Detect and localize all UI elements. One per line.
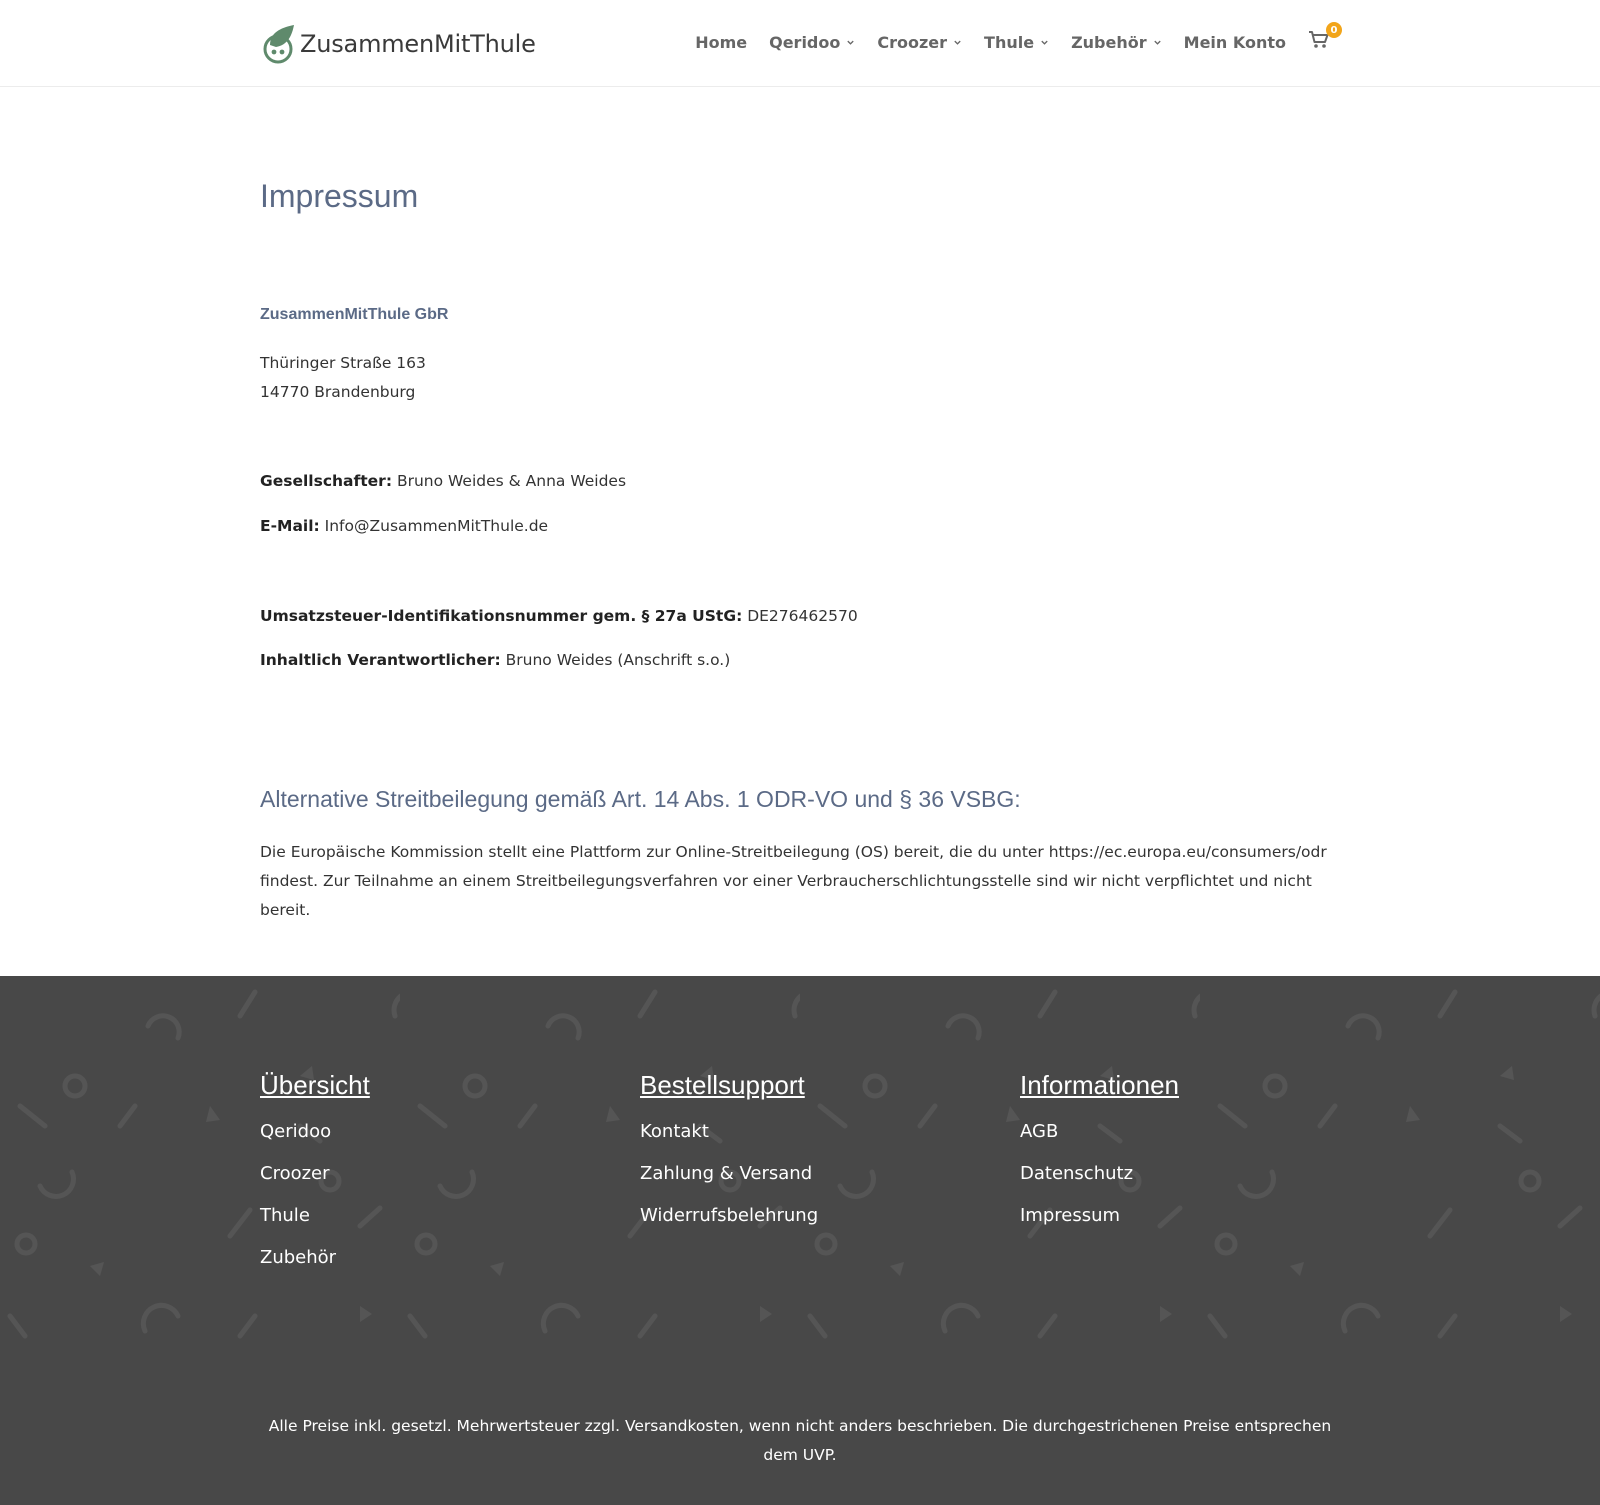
footer-link-croozer[interactable]: Croozer [260, 1163, 330, 1184]
chevron-down-icon [953, 38, 962, 47]
email-row [260, 512, 548, 541]
main-nav [673, 24, 1338, 54]
footer-price-note: Alle Preise inkl. gesetzl. Mehrwertsteuer zzgl. Versandkosten, wenn nicht anders beschrieben. Die durchgestrichenen Preise entsprechen dem UVP. [268, 1417, 1332, 1464]
responsible-row [260, 646, 730, 675]
cart-button[interactable] [1308, 24, 1338, 54]
nav-item-mein-konto[interactable] [1184, 33, 1286, 52]
company-name: ZusammenMitThule GbR [260, 306, 449, 323]
email-value[interactable]: Info@ZusammenMitThule.de [319, 517, 549, 535]
responsible-label: Inhaltlich Verantwortlicher: [260, 651, 501, 669]
logo-text: ZusammenMitThule [300, 30, 536, 58]
site-footer [0, 976, 1600, 1505]
address-line-2: 14770 Brandenburg [260, 383, 416, 401]
email-label: E-Mail: [260, 517, 320, 535]
footer-link-zahlung-versand[interactable]: Zahlung & Versand [640, 1163, 813, 1184]
footer-title-information[interactable]: Informationen [1020, 1070, 1179, 1100]
footer-column-information [1020, 1070, 1380, 1247]
nav-item-label: Home [695, 32, 748, 52]
footer-link-thule[interactable]: Thule [260, 1205, 310, 1226]
odr-heading: Alternative Streitbeilegung gemäß Art. 14 Abs. 1 ODR-VO und § 36 VSBG: [260, 786, 1021, 812]
footer-link-kontakt[interactable]: Kontakt [640, 1121, 709, 1142]
address-line-1: Thüringer Straße 163 [260, 354, 426, 372]
chevron-down-icon [1153, 38, 1162, 47]
chevron-down-icon [1040, 38, 1049, 47]
nav-item-qeridoo[interactable] [769, 33, 855, 52]
footer-column-overview [260, 1070, 620, 1289]
nav-item-label: Qeridoo [769, 32, 841, 52]
partners-value: Bruno Weides & Anna Weides [392, 472, 627, 490]
chevron-down-icon [846, 38, 855, 47]
footer-link-qeridoo[interactable]: Qeridoo [260, 1121, 332, 1142]
footer-column-support [640, 1070, 1000, 1247]
nav-item-label: Thule [984, 32, 1035, 52]
nav-item-croozer[interactable] [877, 33, 962, 52]
partners-row [260, 467, 626, 496]
partners-label: Gesellschafter: [260, 472, 393, 490]
cart-count-badge: 0 [1326, 22, 1342, 38]
footer-link-datenschutz[interactable]: Datenschutz [1020, 1163, 1134, 1184]
footer-link-agb[interactable]: AGB [1020, 1121, 1059, 1142]
nav-item-label: Mein Konto [1183, 32, 1286, 52]
nav-item-home[interactable] [695, 33, 747, 52]
nav-item-label: Croozer [877, 32, 948, 52]
vat-value: DE276462570 [742, 607, 858, 625]
site-header [0, 0, 1600, 87]
footer-link-impressum[interactable]: Impressum [1020, 1205, 1121, 1226]
footer-title-support[interactable]: Bestellsupport [640, 1070, 805, 1100]
footer-link-zubehoer[interactable]: Zubehör [260, 1247, 337, 1268]
nav-item-zubehoer[interactable] [1071, 33, 1162, 52]
site-logo[interactable] [262, 22, 536, 66]
vat-row [260, 602, 858, 631]
odr-text: Die Europäische Kommission stellt eine Plattform zur Online-Streitbeilegung (OS) bereit, die du unter https://ec.europa.eu/consumers/odr findest. Zur Teilnahme an einem Streitbeilegungsverfahren vor einer Verbraucherschlichtungsstelle sind wir nicht verpflichtet und nicht bereit. [260, 843, 1327, 919]
footer-title-overview[interactable]: Übersicht [260, 1070, 370, 1100]
responsible-value: Bruno Weides (Anschrift s.o.) [500, 651, 731, 669]
nav-item-thule[interactable] [984, 33, 1049, 52]
nav-item-label: Zubehör [1071, 32, 1147, 52]
leaf-logo-icon [262, 23, 298, 65]
footer-link-widerruf[interactable]: Widerrufsbelehrung [640, 1205, 819, 1226]
vat-label: Umsatzsteuer-Identifikationsnummer gem. § 27a UStG: [260, 607, 743, 625]
page-title: Impressum [260, 178, 419, 214]
